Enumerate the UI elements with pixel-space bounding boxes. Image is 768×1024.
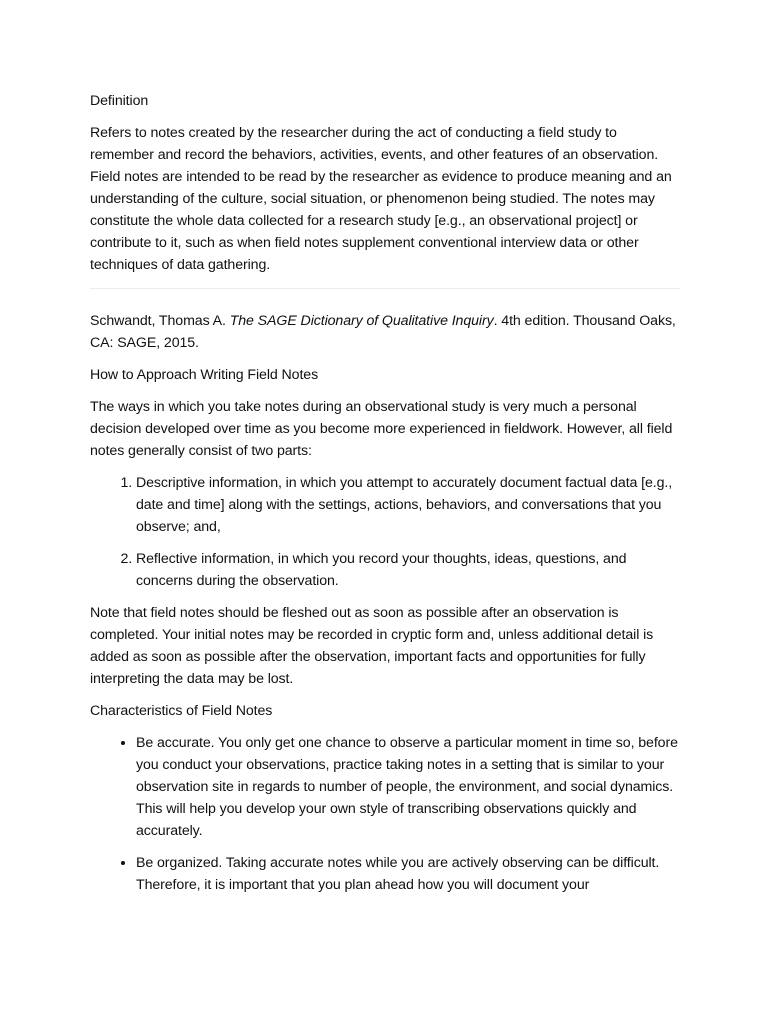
citation-publisher: . 4th edition. Thousand Oaks, CA: SAGE, 2015.	[90, 313, 676, 351]
approach-intro: The ways in which you take notes during an observational study is very much a personal decision developed over time as you become more experienced in fieldwork. However, all field notes generally consist of two parts:	[90, 399, 673, 459]
approach-note: Note that field notes should be fleshed out as soon as possible after an observation is completed. Your initial notes may be recorded in cryptic form and, unless additional detail is added as soon as possible after the observation, important facts and opportunities for fully interpreting the data may be lost.	[90, 605, 654, 687]
definition-body: Refers to notes created by the researcher during the act of conducting a field study to remember and record the behaviors, activities, events, and other features of an observation. Field notes are intended to be read by the researcher as evidence to produce meaning and an understanding of the culture, social situation, or phenomenon being studied. The notes may constitute the whole data collected for a research study [e.g., an observational project] or contribute to it, such as when field notes supplement conventional interview data or other techniques of data gathering.	[90, 125, 672, 273]
citation	[90, 310, 680, 354]
characteristics-heading: Characteristics of Field Notes	[90, 703, 273, 719]
list-item: • Be accurate. You only get one chance to observe a particular moment in time so, before you conduct your observations, practice taking notes in a setting that is similar to your observation site in regards to number of people, the environment, and social dynamics. This will help you develop your own style of transcribing observations quickly and accurately.	[136, 732, 680, 842]
document-page	[90, 90, 680, 906]
section-divider	[90, 288, 680, 289]
citation-author: Schwandt, Thomas A.	[90, 313, 230, 329]
list-item: • Be organized. Taking accurate notes while you are actively observing can be difficult. Therefore, it is important that you plan ahead how you will document your	[136, 852, 680, 896]
list-item: 2. Reflective information, in which you record your thoughts, ideas, questions, and concerns during the observation.	[136, 548, 680, 592]
field-note-parts-list	[90, 472, 680, 592]
definition-heading: Definition	[90, 93, 149, 109]
approach-heading: How to Approach Writing Field Notes	[90, 367, 319, 383]
list-item: 1. Descriptive information, in which you attempt to accurately document factual data [e.g., date and time] along with the settings, actions, behaviors, and conversations that you observe; and,	[136, 472, 680, 538]
characteristics-list	[90, 732, 680, 896]
citation-title: The SAGE Dictionary of Qualitative Inquiry	[229, 313, 494, 329]
